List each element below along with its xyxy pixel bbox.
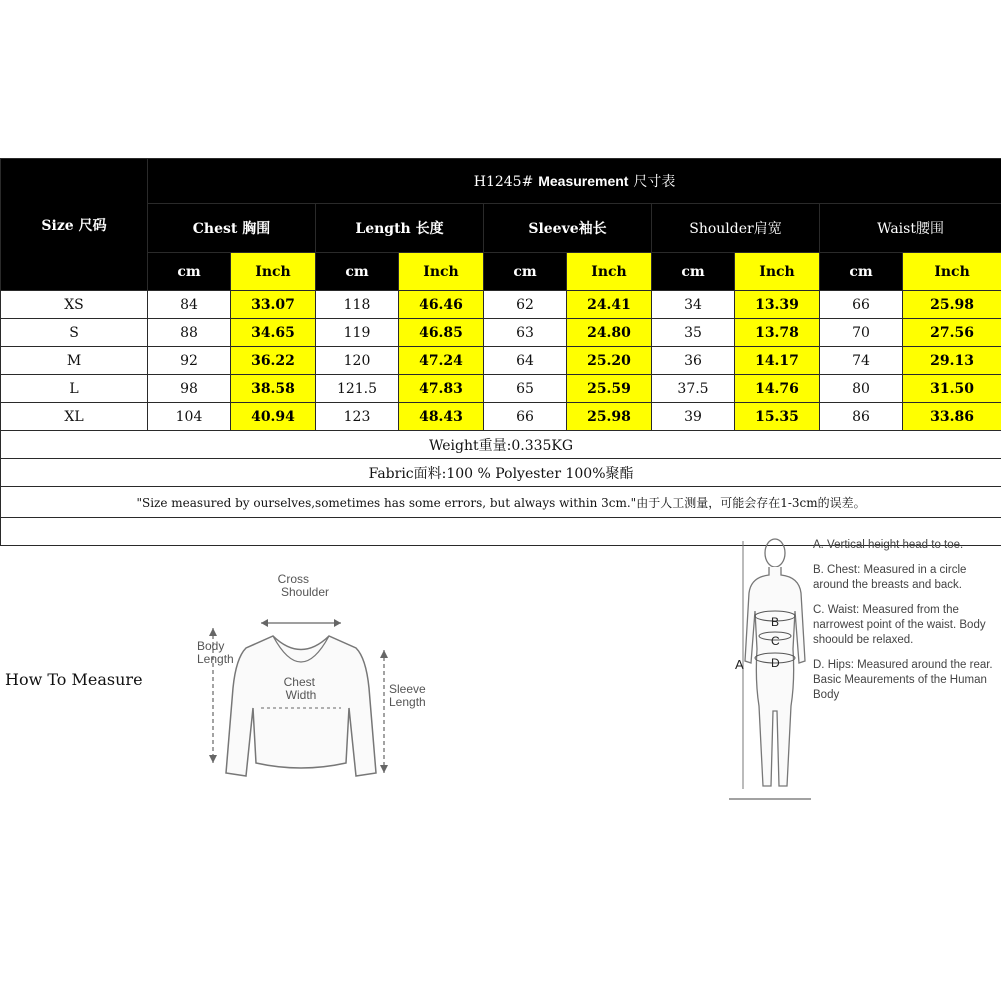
sleeve-label-line1: Sleeve [389,682,426,696]
value-inch: 13.78 [735,319,820,347]
value-inch: 29.13 [903,347,1001,375]
value-inch: 25.20 [567,347,652,375]
size-header: Size 尺码 [1,159,148,291]
disclaimer-row: "Size measured by ourselves,sometimes has some errors, but always within 3cm."由于人工测量，可能会存在1-3cm的误差。 [1,487,1001,518]
table-row [1,403,1001,431]
value-cm: 35 [652,319,735,347]
unit-cm: cm [820,253,903,291]
value-cm: 92 [148,347,231,375]
letter-c: C [771,634,780,648]
value-inch: 25.98 [903,291,1001,319]
table-row [1,375,1001,403]
table-row [1,347,1001,375]
value-inch: 33.07 [231,291,316,319]
size-cell: S [1,319,148,347]
value-cm: 64 [484,347,567,375]
cross-label-line2: Shoulder [280,585,330,599]
value-cm: 70 [820,319,903,347]
letter-a: A [735,657,744,672]
shirt-diagram [191,568,431,788]
table-title [148,159,1001,204]
value-cm: 63 [484,319,567,347]
unit-inch: Inch [231,253,316,291]
value-inch: 47.83 [399,375,484,403]
size-chart [0,158,1001,709]
chest-label-line1: Chest [283,675,316,689]
value-cm: 36 [652,347,735,375]
title-cn: 尺寸表 [633,174,676,190]
value-inch: 14.76 [735,375,820,403]
value-inch: 27.56 [903,319,1001,347]
unit-cm: cm [148,253,231,291]
value-inch: 24.41 [567,291,652,319]
value-inch: 40.94 [231,403,316,431]
value-cm: 118 [316,291,399,319]
sleeve-length-label [389,682,429,709]
value-inch: 24.80 [567,319,652,347]
size-cell: XS [1,291,148,319]
value-cm: 74 [820,347,903,375]
size-cell: L [1,375,148,403]
category-shoulder: Shoulder肩宽 [652,204,820,253]
value-inch: 36.22 [231,347,316,375]
unit-inch: Inch [567,253,652,291]
title-word: Measurement [538,173,629,189]
sweater-outline [226,636,376,776]
cross-shoulder-label [278,572,329,599]
title-code: H1245# [473,174,534,190]
value-cm: 120 [316,347,399,375]
chest-label-line2: Width [285,688,317,702]
value-inch: 14.17 [735,347,820,375]
category-chest: Chest 胸围 [148,204,316,253]
size-cell: XL [1,403,148,431]
size-cell: M [1,347,148,375]
value-inch: 38.58 [231,375,316,403]
value-cm: 34 [652,291,735,319]
value-inch: 46.85 [399,319,484,347]
chest-width-label [284,675,319,702]
unit-inch: Inch [903,253,1001,291]
value-cm: 62 [484,291,567,319]
value-cm: 66 [820,291,903,319]
sleeve-label-line2: Length [389,695,426,709]
value-cm: 98 [148,375,231,403]
body-label-line1: Body [197,639,225,653]
how-to-measure-panel [1,518,1001,709]
value-inch: 31.50 [903,375,1001,403]
cross-label-line1: Cross [277,572,309,586]
value-cm: 119 [316,319,399,347]
value-inch: 48.43 [399,403,484,431]
size-table [0,158,1001,709]
body-label-line2: Length [197,652,234,666]
note-waist: C. Waist: Measured from the narrowest point of the waist. Body shoould be relaxed. [813,604,986,646]
value-cm: 86 [820,403,903,431]
letter-d: D [771,656,780,670]
unit-inch: Inch [735,253,820,291]
value-inch: 13.39 [735,291,820,319]
table-row [1,291,1001,319]
value-inch: 25.98 [567,403,652,431]
letter-b: B [771,615,780,629]
value-inch: 46.46 [399,291,484,319]
value-cm: 37.5 [652,375,735,403]
value-cm: 104 [148,403,231,431]
value-cm: 65 [484,375,567,403]
value-cm: 123 [316,403,399,431]
value-inch: 34.65 [231,319,316,347]
value-cm: 121.5 [316,375,399,403]
value-inch: 33.86 [903,403,1001,431]
category-length: Length 长度 [316,204,484,253]
body-length-label [197,639,234,666]
value-cm: 88 [148,319,231,347]
note-height: A. Vertical height head to toe. [813,539,964,551]
value-inch: 25.59 [567,375,652,403]
weight-row: Weight重量:0.335KG [1,431,1001,459]
body-diagram [721,531,811,801]
note-hips: D. Hips: Measured around the rear. Basic Meaurements of the Human Body [813,659,993,701]
fabric-row: Fabric面料:100 % Polyester 100%聚酯 [1,459,1001,487]
unit-cm: cm [316,253,399,291]
value-cm: 84 [148,291,231,319]
how-to-measure-label: How To Measure [5,670,143,689]
category-waist: Waist腰围 [820,204,1001,253]
value-cm: 39 [652,403,735,431]
category-sleeve: Sleeve袖长 [484,204,652,253]
table-row [1,319,1001,347]
unit-cm: cm [484,253,567,291]
body-outline [745,567,805,786]
head [765,539,785,567]
value-cm: 80 [820,375,903,403]
unit-inch: Inch [399,253,484,291]
value-inch: 47.24 [399,347,484,375]
measure-notes [813,538,998,713]
value-cm: 66 [484,403,567,431]
unit-cm: cm [652,253,735,291]
note-chest: B. Chest: Measured in a circle around the breasts and back. [813,564,967,591]
value-inch: 15.35 [735,403,820,431]
